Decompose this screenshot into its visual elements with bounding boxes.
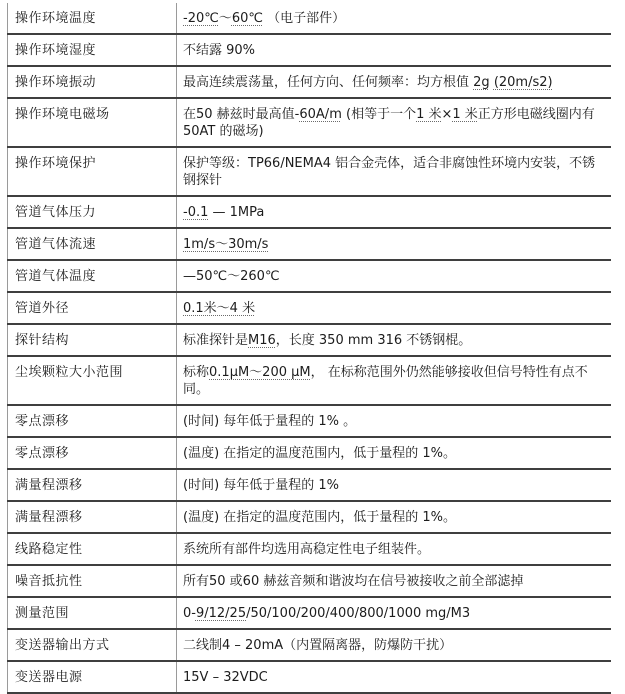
spec-label: 探针结构 [8,324,177,356]
table-row [8,3,612,34]
underlined-text-segment: 1 米 [452,107,478,122]
spec-label: 操作环境温度 [8,3,177,34]
text-segment: 15V – 32VDC [183,670,268,685]
spec-label: 管道气体压力 [8,196,177,228]
text-segment: × [441,107,453,122]
spec-value [177,629,612,661]
spec-value [177,196,612,228]
underlined-text-segment: 60A/m [299,107,342,122]
spec-value [177,34,612,66]
text-segment: — 1MPa [208,205,265,220]
text-segment: ，长度 350 mm 316 不锈钢棍。 [275,333,472,348]
underlined-text-segment: 0.1μM～200 μM [209,365,311,380]
spec-label: 测量范围 [8,597,177,629]
table-row [8,147,612,196]
underlined-text-segment: 1 米 [416,107,442,122]
underlined-text-segment: 60℃ [231,11,264,26]
text-segment: (温度) 在指定的温度范围内，低于量程的 1%。 [183,446,457,461]
underlined-text-segment: 0.1米～4 米 [183,301,256,316]
spec-label: 管道外径 [8,292,177,324]
spec-label: 变送器电源 [8,661,177,693]
spec-table [7,3,611,694]
text-segment: 在50 赫兹时最高值- [183,107,300,122]
underlined-text-segment: 1m/s～30m/s [183,237,269,252]
table-row [8,292,612,324]
text-segment: (时间) 每年低于量程的 1% 。 [183,414,357,429]
spec-value [177,292,612,324]
spec-value [177,356,612,405]
spec-value [177,66,612,98]
spec-label: 操作环境电磁场 [8,98,177,147]
spec-label: 操作环境保护 [8,147,177,196]
table-row [8,501,612,533]
table-row [8,405,612,437]
text-segment: 系统所有部件均选用高稳定性电子组装件。 [183,542,431,557]
table-row [8,565,612,597]
underlined-text-segment: -20℃ [183,11,219,26]
text-segment: —50℃～260℃ [183,269,280,284]
spec-label: 零点漂移 [8,437,177,469]
table-row [8,533,612,565]
table-row [8,196,612,228]
spec-value [177,3,612,34]
table-row [8,356,612,405]
table-row [8,661,612,693]
spec-label: 线路稳定性 [8,533,177,565]
text-segment: (温度) 在指定的温度范围内，低于量程的 1%。 [183,510,457,525]
spec-table-body [8,3,612,693]
spec-label: 尘埃颗粒大小范围 [8,356,177,405]
underlined-text-segment: 2g [473,75,490,90]
spec-value [177,565,612,597]
text-segment: 标称 [183,365,210,380]
text-segment: (时间) 每年低于量程的 1% [183,478,340,493]
text-segment: 标准探针是 [183,333,249,348]
table-row [8,66,612,98]
spec-label: 管道气体温度 [8,260,177,292]
table-row [8,469,612,501]
spec-value [177,437,612,469]
spec-value [177,228,612,260]
text-segment: （电子部件） [263,11,346,26]
spec-label: 噪音抵抗性 [8,565,177,597]
spec-document-page [0,3,625,685]
spec-value [177,533,612,565]
text-segment: ～ [218,11,232,26]
underlined-text-segment: 9/12/25 [195,606,247,621]
text-segment: /50/100/200/400/800/1000 mg/M3 [246,606,471,621]
table-row [8,98,612,147]
spec-label: 操作环境湿度 [8,34,177,66]
table-row [8,597,612,629]
spec-value [177,405,612,437]
text-segment: ， 在标称范围外仍然能够接收但信号特性有点不同。 [183,365,588,397]
spec-label: 满量程漂移 [8,501,177,533]
spec-label: 操作环境振动 [8,66,177,98]
table-row [8,34,612,66]
text-segment: 所有50 或60 赫兹音频和谐波均在信号被接收之前全部滤掉 [183,574,524,589]
table-row [8,228,612,260]
underlined-text-segment: -0.1 [183,205,209,220]
spec-value [177,501,612,533]
spec-label: 满量程漂移 [8,469,177,501]
table-row [8,437,612,469]
spec-label: 零点漂移 [8,405,177,437]
spec-value [177,597,612,629]
spec-label: 变送器输出方式 [8,629,177,661]
underlined-text-segment: M16 [248,333,276,348]
spec-value [177,260,612,292]
text-segment: 正方形电磁线圈内有50AT 的磁场) [183,107,595,139]
spec-value [177,98,612,147]
table-row [8,260,612,292]
spec-value [177,661,612,693]
spec-value [177,324,612,356]
text-segment: 二线制4 – 20mA（内置隔离器，防爆防干扰） [183,638,453,653]
spec-value [177,147,612,196]
table-row [8,324,612,356]
text-segment: 保护等级：TP66/NEMA4 铝合金壳体，适合非腐蚀性环境内安装，不锈钢探针 [183,156,596,188]
text-segment: 最高连续震荡量，任何方向、任何频率：均方根值 [183,75,474,90]
text-segment: 0- [183,606,196,621]
text-segment: (相等于一个 [341,107,417,122]
text-segment: 不结露 90% [183,43,256,58]
underlined-text-segment: (20m/s2) [493,75,553,90]
table-row [8,629,612,661]
spec-value [177,469,612,501]
spec-label: 管道气体流速 [8,228,177,260]
